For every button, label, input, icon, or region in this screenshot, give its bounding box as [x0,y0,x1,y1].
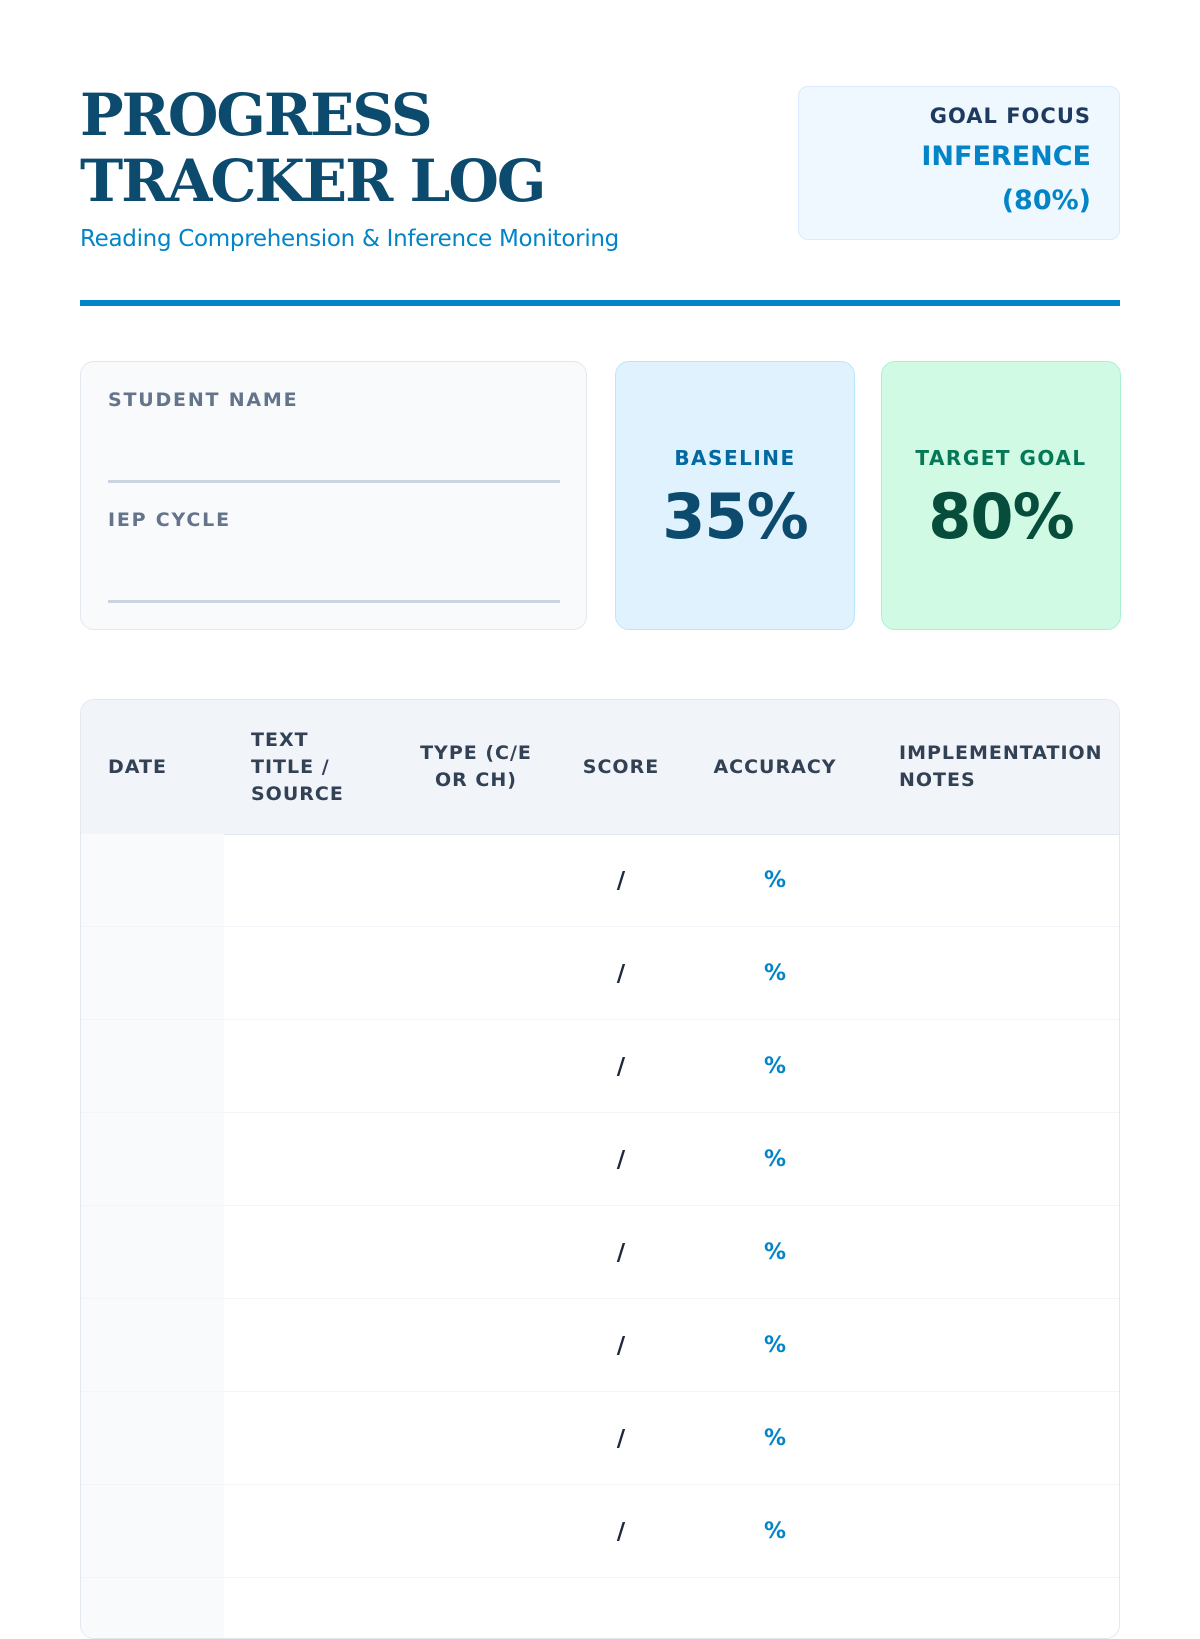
accuracy-cell: % [763,1426,787,1451]
page-title: PROGRESS TRACKER LOG [80,81,545,215]
implementation-notes-cell[interactable] [871,1578,1119,1639]
column-header-accuracy: ACCURACY [713,755,837,778]
type-cell[interactable] [401,1485,571,1578]
implementation-notes-cell[interactable] [871,1206,1119,1299]
type-cell[interactable] [401,1020,571,1113]
table-row [81,1020,1119,1113]
type-cell[interactable] [401,1299,571,1392]
implementation-notes-cell[interactable] [871,1485,1119,1578]
accuracy-cell: % [763,868,787,893]
score-cell: / [616,1425,626,1452]
text-source-cell[interactable] [224,1578,401,1639]
target-goal-card [881,361,1121,630]
implementation-notes-cell[interactable] [871,834,1119,927]
table-row [81,834,1119,927]
column-header-type: TYPE (C/E OR CH) [420,742,532,791]
goal-focus-label: GOAL FOCUS [929,104,1091,128]
target-goal-value: 80% [928,480,1074,553]
text-source-cell[interactable] [224,1206,401,1299]
date-cell[interactable] [81,1299,224,1392]
implementation-notes-cell[interactable] [871,1113,1119,1206]
implementation-notes-cell[interactable] [871,927,1119,1020]
accuracy-cell: % [763,1240,787,1265]
iep-cycle-field[interactable] [108,548,560,588]
implementation-notes-cell[interactable] [871,1299,1119,1392]
date-cell[interactable] [81,1485,224,1578]
table-header [81,700,1119,835]
student-name-field[interactable] [108,428,560,468]
type-cell[interactable] [401,834,571,927]
date-cell[interactable] [81,1206,224,1299]
student-name-label: STUDENT NAME [108,389,299,411]
type-cell[interactable] [401,1578,571,1639]
table-row [81,1392,1119,1485]
iep-cycle-label: IEP CYCLE [108,509,231,531]
type-cell[interactable] [401,1113,571,1206]
column-header-score: SCORE [582,755,660,778]
table-row [81,1485,1119,1578]
score-cell: / [616,1518,626,1545]
score-cell: / [616,1146,626,1173]
baseline-card [615,361,855,630]
table-row [81,1299,1119,1392]
score-cell: / [616,1053,626,1080]
type-cell[interactable] [401,1392,571,1485]
implementation-notes-cell[interactable] [871,1392,1119,1485]
accuracy-cell: % [763,1147,787,1172]
baseline-value: 35% [662,480,808,553]
table-row [81,1113,1119,1206]
accuracy-cell: % [763,1519,787,1544]
student-info-card [80,361,587,630]
text-source-cell[interactable] [224,1485,401,1578]
text-source-cell[interactable] [224,1020,401,1113]
text-source-cell[interactable] [224,1392,401,1485]
accuracy-cell: % [763,961,787,986]
text-source-cell[interactable] [224,1299,401,1392]
table-body [81,834,1119,1639]
accuracy-cell [705,1578,845,1639]
iep-cycle-underline [108,600,560,603]
column-header-text-title-source: TEXT TITLE / SOURCE [251,728,344,805]
type-cell[interactable] [401,1206,571,1299]
date-cell[interactable] [81,927,224,1020]
accuracy-cell: % [763,1333,787,1358]
date-cell[interactable] [81,1392,224,1485]
accuracy-cell: % [763,1054,787,1079]
baseline-label: BASELINE [674,446,796,470]
date-cell[interactable] [81,1113,224,1206]
score-cell [571,1578,671,1639]
date-cell[interactable] [81,1020,224,1113]
goal-focus-value: INFERENCE (80%) [921,141,1091,216]
student-name-underline [108,480,560,483]
table-row [81,1578,1119,1639]
column-header-implementation-notes: IMPLEMENTATION NOTES [899,742,1103,791]
score-cell: / [616,867,626,894]
table-row [81,927,1119,1020]
score-cell: / [616,1332,626,1359]
header-divider [80,300,1120,306]
header [80,82,1120,262]
text-source-cell[interactable] [224,927,401,1020]
type-cell[interactable] [401,927,571,1020]
text-source-cell[interactable] [224,1113,401,1206]
page-subtitle: Reading Comprehension & Inference Monitoring [80,226,619,252]
column-header-date: DATE [108,755,167,778]
text-source-cell[interactable] [224,834,401,927]
implementation-notes-cell[interactable] [871,1020,1119,1113]
score-cell: / [616,1239,626,1266]
date-cell[interactable] [81,1578,224,1639]
table-row [81,1206,1119,1299]
date-cell[interactable] [81,834,224,927]
progress-log-table [80,699,1120,1639]
target-goal-label: TARGET GOAL [915,446,1087,470]
score-cell: / [616,960,626,987]
goal-focus-box [798,86,1120,240]
